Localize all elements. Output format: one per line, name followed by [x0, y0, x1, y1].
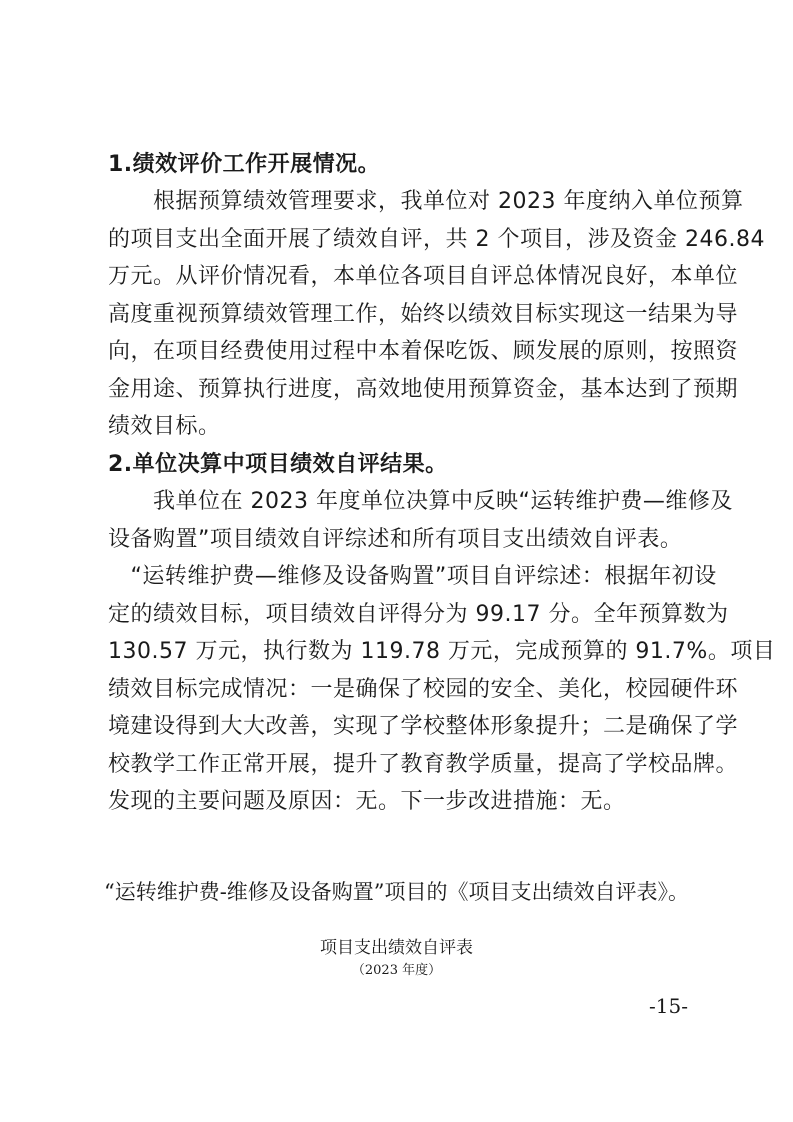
table-caption: “运转维护费-维修及设备购置”项目的《项目支出绩效自评表》。: [103, 880, 690, 904]
section1-line-7: 绩效目标。: [108, 414, 221, 439]
section2-line-1: 我单位在 2023 年度单位决算中反映“运转维护费—维修及: [108, 489, 733, 514]
section1-line-6: 金用途、预算执行进度，高效地使用预算资金，基本达到了预期: [108, 377, 739, 402]
section2-line-9: 发现的主要问题及原因：无。下一步改进措施：无。: [108, 789, 626, 814]
section1-line-4: 高度重视预算绩效管理工作，始终以绩效目标实现这一结果为导: [108, 302, 739, 327]
section1-line-3: 万元。从评价情况看，本单位各项目自评总体情况良好，本单位: [108, 264, 739, 289]
section2-line-4: 定的绩效目标，项目绩效自评得分为 99.17 分。全年预算数为: [108, 602, 729, 627]
section2-line-3: “运转维护费—维修及设备购置”项目自评综述：根据年初设: [108, 564, 717, 589]
section2-line-2: 设备购置”项目绩效自评综述和所有项目支出绩效自评表。: [108, 527, 683, 552]
table-title: 项目支出绩效自评表: [320, 938, 473, 958]
section1-line-1: 根据预算绩效管理要求，我单位对 2023 年度纳入单位预算: [108, 189, 744, 214]
section1-heading: 1.绩效评价工作开展情况。: [108, 152, 381, 177]
section2-line-7: 境建设得到大大改善，实现了学校整体形象提升；二是确保了学: [108, 714, 739, 739]
section2-line-5: 130.57 万元，执行数为 119.78 万元，完成预算的 91.7%。项目: [108, 639, 776, 664]
section2-heading: 2.单位决算中项目绩效自评结果。: [108, 452, 448, 477]
section2-line-8: 校教学工作正常开展，提升了教育教学质量，提高了学校品牌。: [108, 752, 739, 777]
page-number: -15-: [649, 994, 688, 1018]
section1-line-2: 的项目支出全面开展了绩效自评，共 2 个项目，涉及资金 246.84: [108, 227, 765, 252]
section2-line-6: 绩效目标完成情况：一是确保了校园的安全、美化，校园硬件环: [108, 677, 739, 702]
section1-line-5: 向，在项目经费使用过程中本着保吃饭、顾发展的原则，按照资: [108, 339, 739, 364]
table-year: （2023 年度）: [351, 963, 442, 978]
